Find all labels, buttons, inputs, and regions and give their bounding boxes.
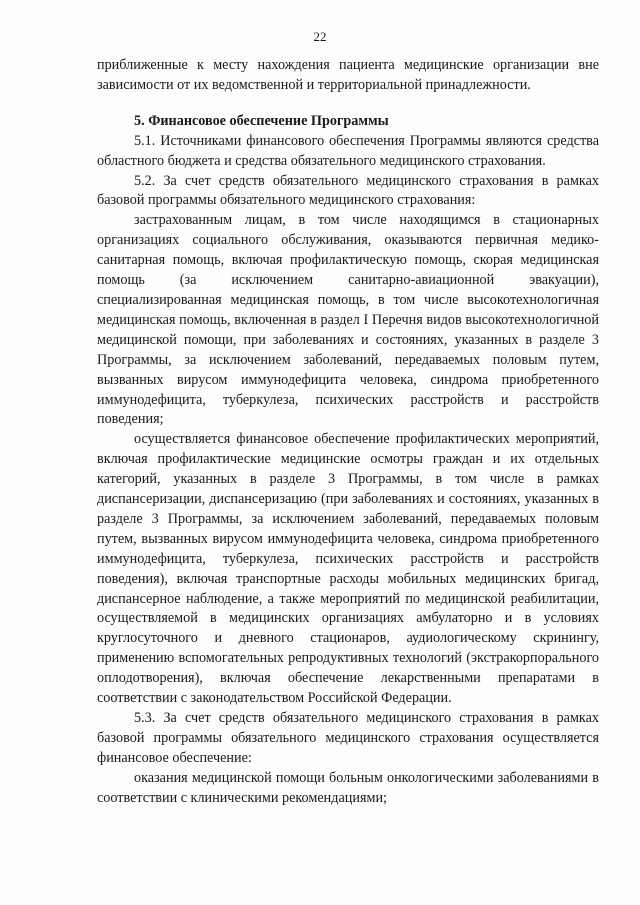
paragraph-continuation: приближенные к месту нахождения пациента медицинские организации вне зависимости от их ведомственной и территориальной принадлежности. [97, 57, 599, 93]
document-body [97, 56, 599, 809]
paragraph-5-1: 5.1. Источниками финансового обеспечения Программы являются средства областного бюджета и средства обязательного медицинского страхования. [97, 132, 599, 169]
paragraph-oncology-care: оказания медицинской помощи больным онкологическими заболеваниями в соответствии с клиническими рекомендациями; [97, 769, 599, 806]
paragraph-5-2: 5.2. За счет средств обязательного медицинского страхования в рамках базовой программы обязательного медицинского страхования: [97, 172, 599, 209]
page-number: 22 [313, 29, 327, 44]
paragraph-5-3: 5.3. За счет средств обязательного медицинского страхования в рамках базовой программы обязательного медицинского страхования осуществляется финансовое обеспечение: [97, 710, 599, 766]
paragraph-preventive-measures: осуществляется финансовое обеспечение профилактических мероприятий, включая профилактические медицинские осмотры граждан и их отдельных категорий, указанных в разделе 3 Программы, в том числе в рамках диспансеризации, диспансеризацию (при заболеваниях и состояниях, указанных в разделе 3 Программы, за исключением заболеваний, передаваемых половым путем, вызванных вирусом иммунодефицита человека, синдрома приобретенного иммунодефицита, туберкулеза, психических расстройств и расстройств поведения), включая транспортные расходы мобильных медицинских бригад, диспансерное наблюдение, а также мероприятий по медицинской реабилитации, осуществляемой в медицинских организациях амбулаторно и в условиях круглосуточного и дневного стационаров, аудиологическому скринингу, применению вспомогательных репродуктивных технологий (экстракорпорального оплодотворения), включая обеспечение лекарственными препаратами в соответствии с законодательством Российской Федерации. [97, 431, 599, 707]
paragraph-insured-persons: застрахованным лицам, в том числе находящимся в стационарных организациях социального обслуживания, оказываются первичная медико-санитарная помощь, включая профилактическую помощь, скорая медицинская помощь (за исключением санитарно-авиационной эвакуации), специализированная медицинская помощь, в том числе высокотехнологичная медицинская помощь, включенная в раздел I Перечня видов высокотехнологичной медицинской помощи, при заболеваниях и состояниях, указанных в разделе 3 Программы, за исключением заболеваний, передаваемых половым путем, вызванных вирусом иммунодефицита человека, синдрома приобретенного иммунодефицита, туберкулеза, психических расстройств и расстройств поведения; [97, 212, 599, 428]
section-heading: 5. Финансовое обеспечение Программы [134, 112, 389, 129]
